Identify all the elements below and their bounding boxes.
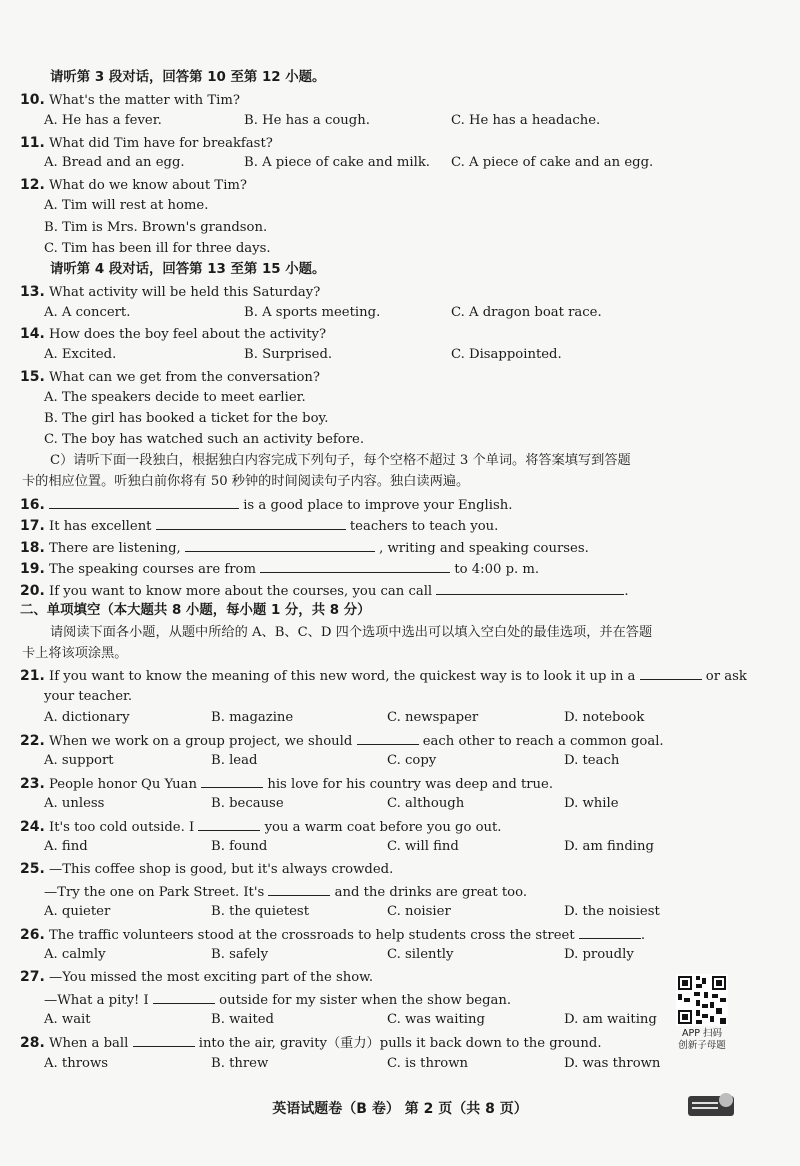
text-line (20, 560, 539, 578)
line-text: What's the matter with Tim? (44, 93, 240, 108)
line-text: 二、单项填空（本大题共 8 小题，每小题 1 分，共 8 分） (20, 603, 371, 618)
question-number: 13. (20, 284, 45, 300)
fill-blank (133, 1034, 195, 1047)
line-text: It's too cold outside. I (44, 820, 199, 835)
line-text: —You missed the most exciting part of the show. (44, 970, 374, 985)
line-text: 请听第 3 段对话，回答第 10 至第 12 小题。 (50, 70, 326, 85)
text-line (20, 732, 664, 750)
text-line (20, 603, 371, 619)
text-line (20, 861, 393, 878)
answer-option: D. teach (564, 753, 620, 768)
text-line (50, 453, 631, 469)
line-text: There are listening, (44, 541, 185, 556)
line-text: his love for his country was deep and true. (263, 777, 554, 792)
answer-option: C. newspaper (387, 710, 479, 725)
question-number: 28. (20, 1035, 45, 1051)
answer-option: A. throws (44, 1056, 108, 1071)
question-number: 18. (20, 540, 45, 556)
answer-option: B. safely (211, 947, 269, 962)
fill-blank (156, 517, 346, 530)
answer-option: C. was waiting (387, 1012, 485, 1027)
text-line (20, 969, 373, 986)
question-number: 12. (20, 177, 45, 193)
text-line (20, 326, 326, 343)
answer-option: D. proudly (564, 947, 634, 962)
answer-option: A. calmly (44, 947, 106, 962)
text-line (20, 135, 273, 152)
text-line (44, 411, 328, 427)
text-line (20, 369, 320, 386)
line-text: People honor Qu Yuan (44, 777, 202, 792)
answer-option: C. A piece of cake and an egg. (451, 155, 654, 170)
question-number: 22. (20, 733, 45, 749)
answer-option: D. the noisiest (564, 904, 660, 919)
answer-option: B. threw (211, 1056, 269, 1071)
publisher-logo-icon (688, 1092, 738, 1120)
text-line (20, 539, 589, 557)
line-text: 卡的相应位置。听独白前你将有 50 秒钟的时间阅读句子内容。独白读两遍。 (22, 474, 470, 489)
answer-option: B. A sports meeting. (244, 305, 381, 320)
text-line (20, 926, 645, 944)
answer-option: C. He has a headache. (451, 113, 601, 128)
text-line (44, 390, 306, 406)
line-text: and the drinks are great too. (330, 885, 528, 900)
answer-option: A. Bread and an egg. (44, 155, 185, 170)
question-number: 15. (20, 369, 45, 385)
line-text: If you want to know more about the courses, you can call (44, 584, 437, 599)
answer-option: C. Disappointed. (451, 347, 562, 362)
text-line (50, 70, 325, 86)
question-number: 24. (20, 819, 45, 835)
line-text: It has excellent (44, 519, 156, 534)
answer-option: B. found (211, 839, 268, 854)
text-line (44, 689, 132, 705)
fill-blank (185, 539, 375, 552)
question-number: 25. (20, 861, 45, 877)
line-text: to 4:00 p. m. (450, 562, 540, 577)
answer-option: B. He has a cough. (244, 113, 370, 128)
answer-option: C. although (387, 796, 465, 811)
answer-option: B. waited (211, 1012, 274, 1027)
answer-option: A. He has a fever. (44, 113, 162, 128)
text-line (20, 667, 747, 685)
line-text: A. Tim will rest at home. (44, 198, 209, 213)
text-line (20, 818, 502, 836)
answer-option: C. copy (387, 753, 437, 768)
line-text: The speaking courses are from (44, 562, 261, 577)
question-number: 19. (20, 561, 45, 577)
fill-blank (268, 883, 330, 896)
text-line (20, 496, 512, 514)
qr-caption-line2: 创新子母题 (678, 1040, 726, 1051)
line-text: you a warm coat before you go out. (260, 820, 502, 835)
line-text: —Try the one on Park Street. It's (44, 885, 269, 900)
answer-option: B. the quietest (211, 904, 309, 919)
question-number: 14. (20, 326, 45, 342)
line-text: each other to reach a common goal. (418, 734, 664, 749)
line-text: your teacher. (44, 689, 133, 704)
answer-option: D. am finding (564, 839, 654, 854)
text-line (22, 646, 128, 662)
answer-option: C. will find (387, 839, 459, 854)
line-text: is a good place to improve your English. (239, 498, 513, 513)
line-text: B. Tim is Mrs. Brown's grandson. (44, 220, 268, 235)
question-number: 20. (20, 583, 45, 599)
line-text: outside for my sister when the show began. (214, 993, 512, 1008)
text-line (22, 474, 469, 490)
answer-option: C. noisier (387, 904, 451, 919)
answer-option: C. is thrown (387, 1056, 468, 1071)
fill-blank (357, 732, 419, 745)
answer-option: D. notebook (564, 710, 645, 725)
line-text: 卡上将该项涂黑。 (22, 646, 128, 661)
question-number: 27. (20, 969, 45, 985)
line-text: If you want to know the meaning of this new word, the quickest way is to look it up in a (44, 669, 640, 684)
line-text: —This coffee shop is good, but it's always crowded. (44, 862, 394, 877)
line-text: C. The boy has watched such an activity before. (44, 432, 365, 447)
text-line (50, 625, 652, 641)
answer-option: A. unless (44, 796, 105, 811)
line-text: —What a pity! I (44, 993, 153, 1008)
line-text: or ask (701, 669, 747, 684)
line-text: What do we know about Tim? (44, 178, 247, 193)
answer-option: A. wait (44, 1012, 91, 1027)
qr-caption (670, 1028, 734, 1052)
answer-option: B. because (211, 796, 284, 811)
line-text: . (640, 928, 646, 943)
answer-option: A. A concert. (44, 305, 131, 320)
text-line (20, 775, 553, 793)
answer-option: B. lead (211, 753, 258, 768)
answer-option: B. A piece of cake and milk. (244, 155, 430, 170)
text-line (44, 883, 527, 901)
qr-code-icon (676, 974, 728, 1026)
text-line (44, 220, 267, 236)
line-text: 请听第 4 段对话，回答第 13 至第 15 小题。 (50, 262, 326, 277)
line-text: The traffic volunteers stood at the crossroads to help students cross the street (44, 928, 579, 943)
question-number: 17. (20, 518, 45, 534)
text-line (44, 198, 208, 214)
line-text: What activity will be held this Saturday? (44, 285, 321, 300)
answer-option: A. dictionary (44, 710, 130, 725)
line-text: How does the boy feel about the activity? (44, 327, 327, 342)
question-number: 16. (20, 497, 45, 513)
question-number: 21. (20, 668, 45, 684)
answer-option: A. quieter (44, 904, 111, 919)
text-line (20, 582, 629, 600)
answer-option: A. find (44, 839, 88, 854)
answer-option: C. silently (387, 947, 454, 962)
line-text: When a ball (44, 1036, 133, 1051)
line-text: A. The speakers decide to meet earlier. (44, 390, 306, 405)
question-number: 26. (20, 927, 45, 943)
answer-option: C. A dragon boat race. (451, 305, 602, 320)
fill-blank (260, 560, 450, 573)
page-footer: 英语试题卷（B 卷） 第 2 页（共 8 页） (272, 1101, 528, 1117)
line-text: 请阅读下面各小题，从题中所给的 A、B、C、D 四个选项中选出可以填入空白处的最佳选项，并在答题 (50, 625, 653, 640)
question-number: 23. (20, 776, 45, 792)
fill-blank (49, 496, 239, 509)
text-line (44, 241, 271, 257)
answer-option: A. support (44, 753, 114, 768)
answer-option: A. Excited. (44, 347, 117, 362)
line-text: C）请听下面一段独白，根据独白内容完成下列句子，每个空格不超过 3 个单词。将答案填写到答题 (50, 453, 631, 468)
line-text: , writing and speaking courses. (374, 541, 589, 556)
line-text: into the air, gravity（重力）pulls it back down to the ground. (194, 1036, 602, 1051)
fill-blank (153, 991, 215, 1004)
question-number: 10. (20, 92, 45, 108)
line-text: What did Tim have for breakfast? (44, 136, 273, 151)
text-line (20, 284, 320, 301)
line-text: What can we get from the conversation? (44, 370, 320, 385)
line-text: C. Tim has been ill for three days. (44, 241, 271, 256)
fill-blank (201, 775, 263, 788)
text-line (20, 92, 240, 109)
text-line (44, 991, 511, 1009)
fill-blank (436, 582, 624, 595)
answer-option: D. while (564, 796, 619, 811)
line-text: B. The girl has booked a ticket for the boy. (44, 411, 329, 426)
answer-option: B. Surprised. (244, 347, 333, 362)
question-number: 11. (20, 135, 45, 151)
answer-option: B. magazine (211, 710, 294, 725)
line-text: teachers to teach you. (345, 519, 499, 534)
text-line (50, 262, 325, 278)
fill-blank (579, 926, 641, 939)
answer-option: D. am waiting (564, 1012, 657, 1027)
line-text: When we work on a group project, we should (44, 734, 357, 749)
text-line (20, 517, 498, 535)
fill-blank (640, 667, 702, 680)
qr-caption-line1: APP 扫码 (682, 1028, 722, 1039)
text-line (44, 432, 364, 448)
line-text: . (624, 584, 629, 599)
text-line (20, 1034, 602, 1052)
answer-option: D. was thrown (564, 1056, 661, 1071)
fill-blank (198, 818, 260, 831)
text-line (20, 177, 247, 194)
